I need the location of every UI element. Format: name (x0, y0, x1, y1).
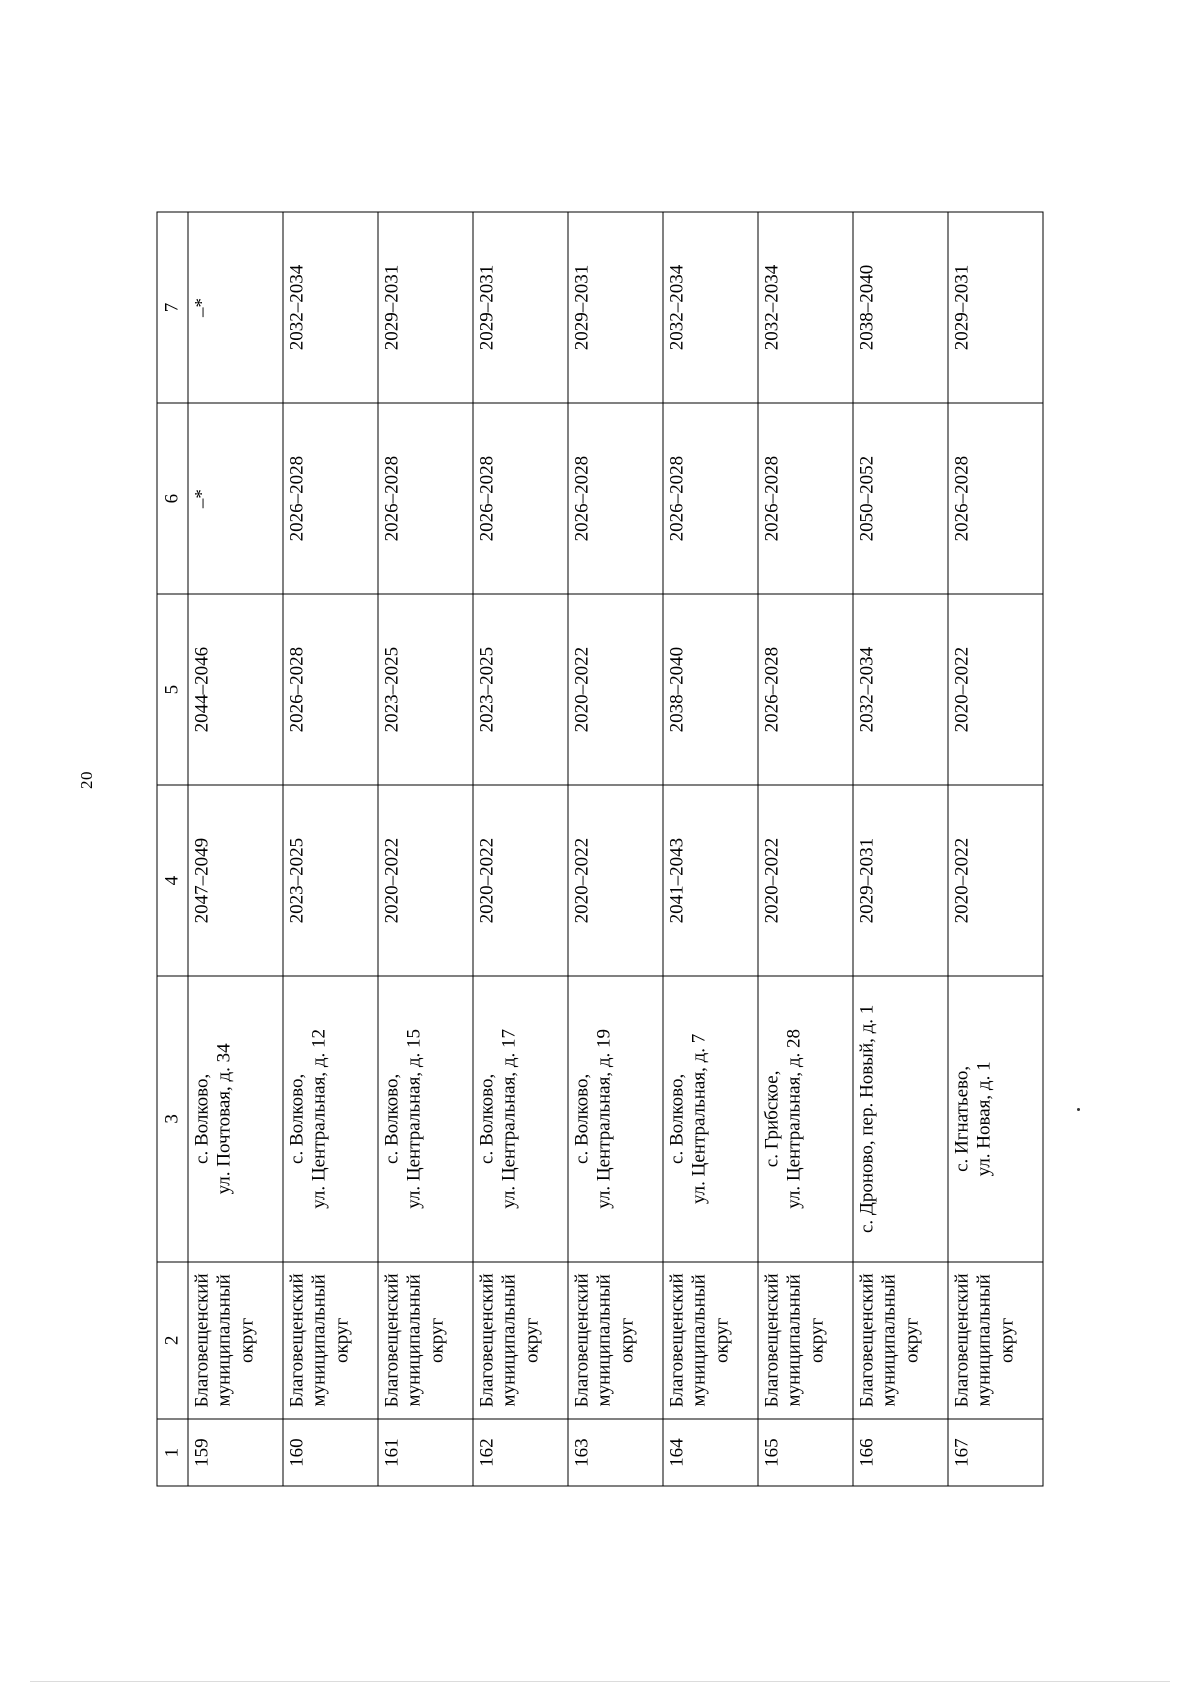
table-row (568, 212, 663, 1486)
column-header-4: 4 (157, 785, 188, 976)
row-period-4: 2020–2022 (568, 785, 663, 976)
row-period-4: 2047–2049 (188, 785, 283, 976)
row-period-5: 2038–2040 (663, 594, 758, 785)
row-address: с. Волково, ул. Центральная, д. 15 (378, 976, 473, 1261)
row-period-7: –* (188, 212, 283, 403)
row-number: 166 (853, 1419, 948, 1486)
row-period-7: 2029–2031 (568, 212, 663, 403)
row-region: Благовещенский муниципальный округ (853, 1262, 948, 1420)
row-period-4: 2020–2022 (378, 785, 473, 976)
row-period-5: 2044–2046 (188, 594, 283, 785)
row-period-7: 2032–2034 (758, 212, 853, 403)
column-header-6: 6 (157, 403, 188, 594)
table-row (283, 212, 378, 1486)
row-period-7: 2038–2040 (853, 212, 948, 403)
row-period-7: 2032–2034 (283, 212, 378, 403)
row-address: с. Грибское, ул. Центральная, д. 28 (758, 976, 853, 1261)
row-period-5: 2020–2022 (948, 594, 1043, 785)
row-period-6: 2026–2028 (948, 403, 1043, 594)
row-period-6: –* (188, 403, 283, 594)
page-number: 20 (77, 771, 96, 789)
column-header-3: 3 (157, 976, 188, 1261)
row-region: Благовещенский муниципальный округ (378, 1262, 473, 1420)
row-address: с. Волково, ул. Центральная, д. 7 (663, 976, 758, 1261)
row-address: с. Дроново, пер. Новый, д. 1 (853, 976, 948, 1261)
row-period-6: 2026–2028 (378, 403, 473, 594)
row-region: Благовещенский муниципальный округ (948, 1262, 1043, 1420)
row-period-6: 2050–2052 (853, 403, 948, 594)
row-period-5: 2020–2022 (568, 594, 663, 785)
row-number: 164 (663, 1419, 758, 1486)
row-period-7: 2029–2031 (473, 212, 568, 403)
row-period-4: 2020–2022 (473, 785, 568, 976)
table-row (663, 212, 758, 1486)
row-number: 161 (378, 1419, 473, 1486)
column-header-7: 7 (157, 212, 188, 403)
row-region: Благовещенский муниципальный округ (473, 1262, 568, 1420)
table-row (188, 212, 283, 1486)
row-address: с. Волково, ул. Центральная, д. 12 (283, 976, 378, 1261)
column-header-5: 5 (157, 594, 188, 785)
table-row (758, 212, 853, 1486)
row-region: Благовещенский муниципальный округ (568, 1262, 663, 1420)
row-number: 160 (283, 1419, 378, 1486)
capital-repair-schedule-table (157, 212, 1044, 1487)
table-body (188, 212, 1043, 1486)
row-number: 163 (568, 1419, 663, 1486)
row-region: Благовещенский муниципальный округ (758, 1262, 853, 1420)
row-region: Благовещенский муниципальный округ (663, 1262, 758, 1420)
row-period-4: 2029–2031 (853, 785, 948, 976)
row-period-4: 2023–2025 (283, 785, 378, 976)
row-number: 159 (188, 1419, 283, 1486)
row-address: с. Волково, ул. Центральная, д. 17 (473, 976, 568, 1261)
row-period-6: 2026–2028 (283, 403, 378, 594)
row-address: с. Игнатьево, ул. Новая, д. 1 (948, 976, 1043, 1261)
table-header-row (157, 212, 188, 1486)
row-number: 165 (758, 1419, 853, 1486)
row-region: Благовещенский муниципальный округ (283, 1262, 378, 1420)
row-period-4: 2020–2022 (948, 785, 1043, 976)
row-period-7: 2029–2031 (948, 212, 1043, 403)
row-period-5: 2026–2028 (758, 594, 853, 785)
table-row (853, 212, 948, 1486)
row-address: с. Волково, ул. Центральная, д. 19 (568, 976, 663, 1261)
row-period-5: 2032–2034 (853, 594, 948, 785)
rotated-table-container (157, 212, 1044, 1487)
row-period-6: 2026–2028 (568, 403, 663, 594)
row-period-6: 2026–2028 (663, 403, 758, 594)
row-period-6: 2026–2028 (473, 403, 568, 594)
column-header-2: 2 (157, 1262, 188, 1420)
row-period-7: 2029–2031 (378, 212, 473, 403)
row-number: 167 (948, 1419, 1043, 1486)
column-header-1: 1 (157, 1419, 188, 1486)
row-period-7: 2032–2034 (663, 212, 758, 403)
row-address: с. Волково, ул. Почтовая, д. 34 (188, 976, 283, 1261)
table-row (473, 212, 568, 1486)
row-number: 162 (473, 1419, 568, 1486)
scan-edge-line (30, 1681, 1170, 1682)
table-row (378, 212, 473, 1486)
row-region: Благовещенский муниципальный округ (188, 1262, 283, 1420)
row-period-5: 2023–2025 (473, 594, 568, 785)
scan-artifact-dot (1077, 1108, 1080, 1111)
row-period-5: 2023–2025 (378, 594, 473, 785)
row-period-4: 2041–2043 (663, 785, 758, 976)
row-period-6: 2026–2028 (758, 403, 853, 594)
row-period-5: 2026–2028 (283, 594, 378, 785)
row-period-4: 2020–2022 (758, 785, 853, 976)
table-row (948, 212, 1043, 1486)
